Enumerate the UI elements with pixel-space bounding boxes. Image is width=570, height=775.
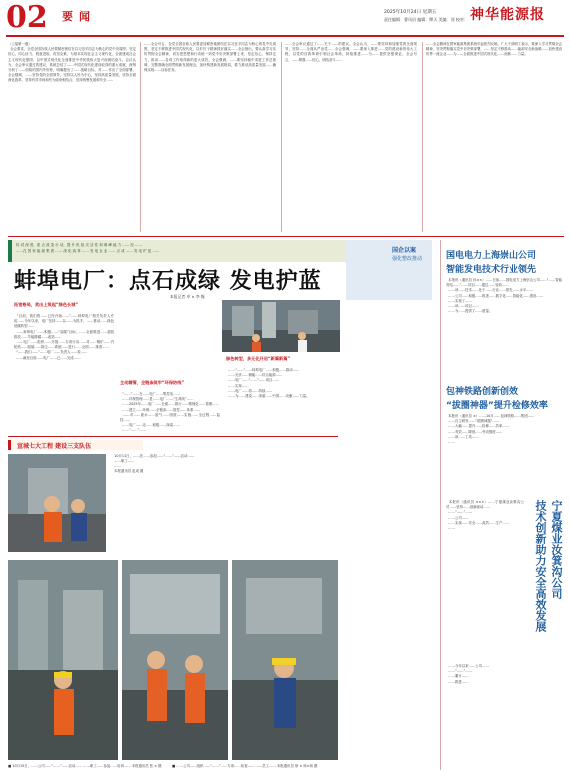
bottom-left-caption: 10月11日，……在……参加……“……”……活动…… ……职工…… …… 本报通讯员 赵成 摄 <box>114 454 195 473</box>
right-text-4: ……今年以来……公司…… ……“……”…… ……累计…… ……推进…… <box>448 664 489 684</box>
right-title-4: “拔圈神器”提升检修效率 <box>446 401 548 411</box>
bottom-left-title: 宣城七大工程 建设三支队伍 <box>17 443 92 450</box>
top-article-col-1: （上接第一版） 全会要求，全党全国各族人民要紧密团结在以习近平同志为核心的党中央周围，坚定信心、同心协力、锐意进取、攻坚克难，为基本实现社会主义现代化、全面建成社会主义现代化强国、以中国式现代化全面推进中华民族伟大复兴而团结奋斗。会议认为，全会审议通过的建议，系统总结了……中国式现代化建设取得的重大成就，深刻分析了……面临的国内外形势，明确提出了……战略目标，对……作出了全面部署。全会强调，……坚持党的全面领导，坚持以人民为中心，坚持高质量发展，坚持全面深化改革，坚持有效市场和有为政府相结合，坚持统筹发展和安全…… <box>8 42 136 83</box>
main-col-1: “目前，我们的……已经开始……”……蚌埠电厂相关负责人介绍……今年以来，电厂坚持……以……为抓手，……推动……绿色低碳转型…… ……蚌埠电厂……积极……“双碳”目标，……全面推进……超低排放……节能降碳……改造…… ……电厂……组织……开展……专项行动……对……锅炉……汽轮机……脱硫……除尘……系统……进行……全面……排查…… “……我们……”……电厂……负责人……说…… ……截至目前……电厂……已……完成…… <box>14 314 114 360</box>
right-vertical-title-2: 技术创新助力安全高效发展 <box>534 500 547 632</box>
right-title-1: 国电电力上海崇山公司 <box>446 251 537 261</box>
issue-date: 2025年10月24日 星期五 <box>384 10 437 15</box>
main-headline: 蚌埠电厂：点石成绿 发电护蓝 <box>14 268 322 294</box>
main-col-2: “……”……在……电厂……集控室…… ……环保管理……是……电厂……“生命线”…… ……2025年……电厂……全面……推行……精细化……管理…… ……建立……环保……全链条……管控……体系…… ……对……废水……废气……固废……实施……全过程……监控…… ……电厂……还……积极……探索…… ……“……”…… <box>120 392 220 432</box>
col3-heading: 绿色转型，多元化开启“新篇新篇” <box>226 356 291 361</box>
bottom-photo-1 <box>8 560 118 760</box>
bottom-left-title-bar <box>8 440 143 450</box>
header-rule <box>6 35 564 37</box>
right-vertical-title-1: 宁夏煤业汝箕沟公司 <box>550 500 563 599</box>
section-rule <box>8 236 564 237</box>
section-rule <box>8 436 338 437</box>
bottom-left-photo <box>8 454 106 552</box>
col1-heading: 拓宽格局，奖出上筑起“绿色长城” <box>14 302 79 307</box>
inset-title: 国企以案 <box>392 247 417 254</box>
top-article-col-4: ……全会精神在国家能源集团系统引起热烈反响。广大干部职工表示，要深入学习贯彻全会精神，坚决贯彻落实党中央决策部署，……坚定不移推动……能源安全新战略……加快建设世界一流企业……为……全面推进中国式现代化……贡献……力量。 <box>426 42 562 57</box>
col2-heading: 主动精管，全链条筑牢“环保防线” <box>120 380 185 385</box>
kicker-line-1: 转 试 深 度，质 点 改 造 行 动，提 升 机 组 灵 活 性 和 调 峰 能 力 …… 经 …… <box>16 243 142 247</box>
main-byline: 本报记者 卓 × 李 翰 <box>170 294 205 299</box>
newspaper-logo: 神华能源报 <box>470 7 545 23</box>
right-title-3: 包神铁路创新创效 <box>446 387 519 397</box>
editors-line: 责任编辑：曹凤田 编辑：缪天 美编：刘 校对： <box>384 17 468 22</box>
column-divider <box>281 42 282 232</box>
bottom-photo-2 <box>122 560 228 760</box>
kicker-label-bar <box>8 240 12 262</box>
column-divider <box>422 42 423 232</box>
section-name: 要闻 <box>62 10 96 23</box>
right-text-2: 本报讯（通讯员 ×）……10月……包神铁路……集团…… ……自主研发……“拔圈神器”…… ……大幅……提升……检修……效率…… ……有效……降低……劳动强度…… ……该……工具…… …… <box>448 414 535 445</box>
column-divider <box>140 42 141 232</box>
bottom-caption-1: ■ 10月15日，……公司……“……”……活动…… ……职工……参加……培训…… 本报通讯员 张 × 摄 <box>8 764 162 768</box>
main-story-photo <box>222 300 340 352</box>
bottom-photo-3 <box>232 560 338 760</box>
column-divider <box>440 240 441 770</box>
main-col-3: ……“……”……蚌埠电厂……积极……推动…… ……光伏……储能……综合能源…… ……电厂……“……”……项目…… ……实现…… ……电厂……将……持续…… ……为……建设……美丽……中国……贡献……力量。 <box>228 368 310 399</box>
inset-box <box>346 240 432 300</box>
right-text-1: 本报讯（通讯员 孙××）……日前……国电电力上海崇山公司……“……智能发电……”……项目……通过……验收…… ……该……技术……处于……行业……领先……水平…… ……公司……积极……推进……数字化……智能化……建设…… ……实现了…… ……该……项目…… ……为……提供了……借鉴。 <box>446 278 562 314</box>
bottom-caption-2: ■ ……公司……组织……“……”……专项……检查…… ……员工…… 本报通讯员 徐 × 杨×扬 摄 <box>172 764 318 768</box>
page-number: 02 <box>6 0 48 35</box>
inset-subtitle: 强化整改推动 <box>392 256 423 262</box>
top-article-col-2: ……全会号召，全党全国各族人民要更加紧密地团结在以习近平同志为核心的党中央周围，坚定不移推进中国式现代化，以钉钉子精神抓好落实……全会指出，要认真学习宣传贯彻全会精神，切实把思想和行动统一到党中央决策部署上来，坚定信心、保持定力，推动……各项工作取得新的更大成效。全会强调，……要坚持稳中求进工作总基调，完整准确全面贯彻新发展理念，加快构建新发展格局，着力推动高质量发展……确保实现……目标任务。 <box>144 42 276 73</box>
right-text-3: 本报讯（通讯员 ×××）……宁夏煤业汝箕沟公司……坚持……创新驱动…… ……“……”…… ……公司…… ……实现……安全……高效……生产…… …… <box>446 500 524 531</box>
kicker-line-2: ……在 国 家 能 源 集 团 …… 深 化 改 革 …… 发 电 企 业 …… 点 成 …… 发 电 护 蓝 …… <box>16 248 160 253</box>
top-article-col-3: ……全会审议通过了……关于……的建议。全会认为，……要坚持和加强党的全面领导，坚持……全面从严治党……全会强调，……要深入推进……党的建设新的伟大工程，以党的自我革命引领社会革命，持续推进……为……提供坚强保证。全会号召，……增强……信心，团结奋斗…… <box>285 42 417 62</box>
right-title-2: 智能发电技术行业领先 <box>446 265 537 275</box>
